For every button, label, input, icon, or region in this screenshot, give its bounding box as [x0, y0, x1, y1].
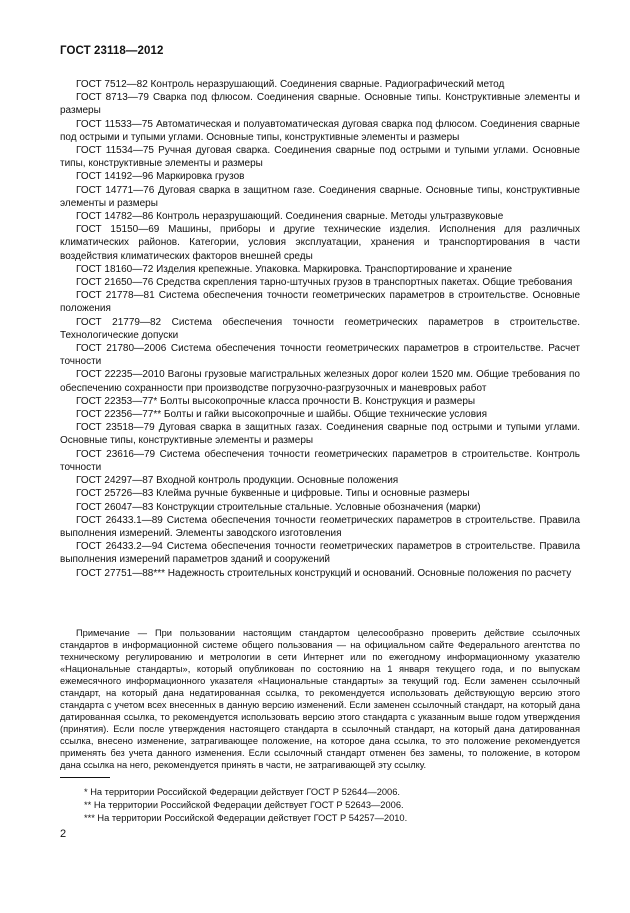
reference-item: ГОСТ 25726—83 Клейма ручные буквенные и цифровые. Типы и основные размеры [76, 488, 470, 500]
footnotes [60, 786, 580, 825]
reference-item: ГОСТ 18160—72 Изделия крепежные. Упаковка. Маркировка. Транспортирование и хранение [76, 263, 513, 275]
reference-item: ГОСТ 26433.1—89 Система обеспечения точности геометрических параметров в строительстве. Правила выполнения измерений. Элементы заводского изготовления [60, 514, 580, 539]
footnote-item: ** На территории Российской Федерации действует ГОСТ Р 52643—2006. [84, 800, 404, 810]
reference-item: ГОСТ 27751—88*** Надежность строительных конструкций и оснований. Основные положения по расчету [76, 567, 572, 579]
reference-item: ГОСТ 14782—86 Контроль неразрушающий. Соединения сварные. Методы ультразвуковые [76, 211, 504, 223]
reference-item: ГОСТ 11534—75 Ручная дуговая сварка. Соединения сварные под острыми и тупыми углами. Основные типы, конструктивные элементы и размеры [60, 145, 580, 170]
reference-item: ГОСТ 21780—2006 Система обеспечения точности геометрических параметров в строительстве. Расчет точности [60, 343, 580, 368]
reference-item: ГОСТ 7512—82 Контроль неразрушающий. Соединения сварные. Радиографический метод [76, 79, 505, 90]
reference-item: ГОСТ 21779—82 Система обеспечения точности геометрических параметров в строительстве. Технологические допуски [60, 316, 580, 341]
reference-item: ГОСТ 23616—79 Система обеспечения точности геометрических параметров в строительстве. Контроль точности [60, 448, 580, 473]
reference-item: ГОСТ 22235—2010 Вагоны грузовые магистральных железных дорог колеи 1520 мм. Общие требования по обеспечению сохранности при производстве погрузочно-разгрузочных и маневровых работ [60, 369, 580, 394]
reference-item: ГОСТ 15150—69 Машины, приборы и другие технические изделия. Исполнения для различных климатических районов. Категории, условия эксплуатации, хранения и транспортирования в части воздействия климатических факторов внешней среды [60, 224, 580, 262]
reference-item: ГОСТ 11533—75 Автоматическая и полуавтоматическая дуговая сварка под флюсом. Соединения сварные под острыми и тупыми углами. Основные типы, конструктивные элементы и размеры [60, 118, 580, 143]
reference-item: ГОСТ 14771—76 Дуговая сварка в защитном газе. Соединения сварные. Основные типы, конструктивные элементы и размеры [60, 184, 580, 209]
footnote-item: *** На территории Российской Федерации действует ГОСТ Р 54257—2010. [84, 813, 408, 823]
reference-item: ГОСТ 22356—77** Болты и гайки высокопрочные и шайбы. Общие технические условия [76, 409, 488, 421]
note-paragraph: Примечание — При пользовании настоящим стандартом целесообразно проверить действие ссылочных стандартов в информационной системе общего пользования — на официальном сайте Федерального агентства по техническому регулированию и метрологии в сети Интернет или по ежегодному информационному указателю «Национальные стандарты», который опубликован по состоянию на 1 января текущего года, и по выпускам ежемесячного информационного указателя «Национальные стандарты» за текущий год. Если заменен ссылочный стандарт, на который дана недатированная ссылка, то рекомендуется использовать действующую версию этого стандарта с учетом всех внесенных в данную версию изменений. Если заменен ссылочный стандарт, на который дана датированная ссылка, то рекомендуется использовать версию этого стандарта с указанным выше годом утверждения (принятия). Если после утверждения настоящего стандарта в ссылочный стандарт, на который дана датированная ссылка, внесено изменение, затрагивающее положение, на которое дана ссылка, то это положение рекомендуется применять без учета данного изменения. Если ссылочный стандарт отменен без замены, то положение, в котором дана ссылка на него, рекомендуется принять в части, не затрагивающей эту ссылку. [60, 628, 580, 770]
reference-item: ГОСТ 26433.2—94 Система обеспечения точности геометрических параметров в строительстве. Правила выполнения измерений параметров зданий и сооружений [60, 541, 580, 566]
document-header: ГОСТ 23118—2012 [60, 45, 164, 57]
reference-item: ГОСТ 26047—83 Конструкции строительные стальные. Условные обозначения (марки) [76, 501, 481, 513]
page-number: 2 [60, 828, 67, 840]
reference-item: ГОСТ 24297—87 Входной контроль продукции. Основные положения [76, 475, 399, 487]
reference-item: ГОСТ 21778—81 Система обеспечения точности геометрических параметров в строительстве. Основные положения [60, 290, 580, 315]
footnote-item: * На территории Российской Федерации действует ГОСТ Р 52644—2006. [84, 787, 400, 797]
reference-item: ГОСТ 14192—96 Маркировка грузов [76, 171, 245, 183]
footnote-divider [60, 777, 110, 778]
normative-references-list [60, 78, 580, 580]
reference-item: ГОСТ 8713—79 Сварка под флюсом. Соединения сварные. Основные типы. Конструктивные элементы и размеры [60, 92, 580, 117]
reference-item: ГОСТ 22353—77* Болты высокопрочные класса прочности В. Конструкция и размеры [76, 395, 476, 407]
reference-item: ГОСТ 23518—79 Дуговая сварка в защитных газах. Соединения сварные под острыми и тупыми углами. Основные типы, конструктивные элементы и размеры [60, 422, 580, 447]
reference-item: ГОСТ 21650—76 Средства скрепления тарно-штучных грузов в транспортных пакетах. Общие требования [76, 277, 573, 289]
